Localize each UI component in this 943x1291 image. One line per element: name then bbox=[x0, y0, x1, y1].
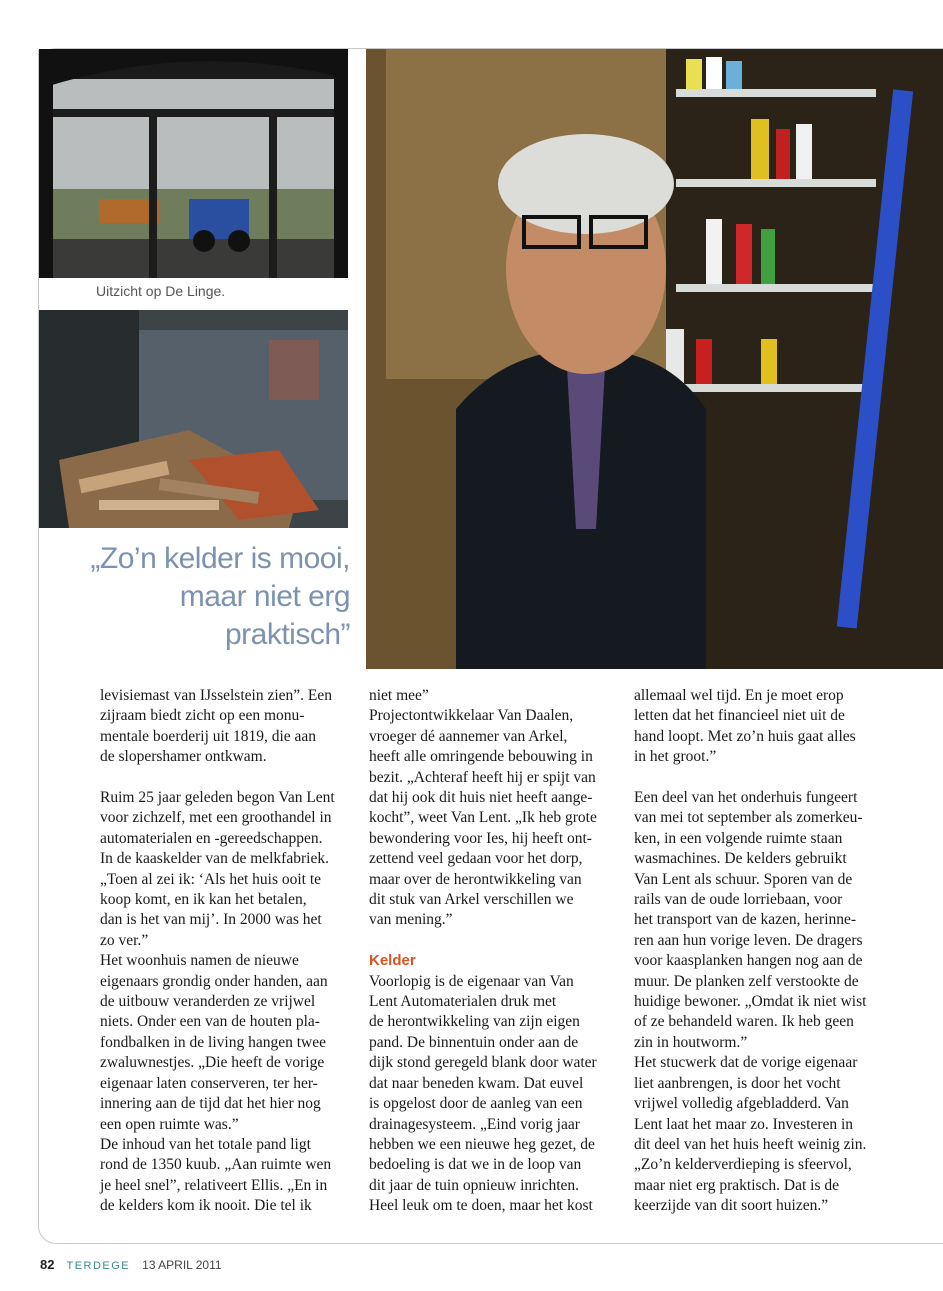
paragraph: De inhoud van het totale pand ligt rond de 1350 kuub. „Aan ruimte wen je heel snel”, relativeert Ellis. „En in de kelders kom ik nooit. Die tel ik bbox=[100, 1135, 332, 1215]
window-photo-caption: Uitzicht op De Linge. bbox=[96, 283, 226, 299]
paragraph: Projectontwikkelaar Van Daalen, vroeger dé aannemer van Arkel, heeft alle omringende bebouwing in bezit. „Achteraf heeft hij er spijt van dat hij ook dit huis niet heeft aange- kocht”, weet Van Lent. „Ik heb grote bewondering voor Ies, hij heeft ont- zettend veel gedaan voor het dorp, maar over de herontwikkeling van dit stuk van Arkel verschillen we van mening.” bbox=[369, 707, 597, 929]
paragraph-gap bbox=[100, 768, 350, 788]
paragraph: allemaal wel tijd. En je moet erop letten dat het financieel niet uit de hand loopt. Met zo’n huis gaat alles in het groot.” bbox=[634, 687, 856, 766]
text-column-2 bbox=[369, 686, 616, 1217]
page-frame-bottom bbox=[56, 1243, 943, 1244]
paragraph: niet mee” bbox=[369, 687, 429, 704]
basement-photo bbox=[39, 310, 348, 528]
window-view-photo bbox=[39, 49, 348, 278]
paragraph-gap bbox=[369, 931, 616, 951]
paragraph-gap bbox=[634, 768, 884, 788]
section-heading-kelder: Kelder bbox=[369, 952, 416, 970]
paragraph: levisiemast van IJsselstein zien”. Een zijraam biedt zicht op een monu- mentale boerderij uit 1819, die aan de slopershamer ontkwam. bbox=[100, 687, 333, 766]
magazine-name: TERDEGE bbox=[66, 1260, 131, 1272]
portrait-photo bbox=[366, 49, 943, 669]
text-column-3 bbox=[634, 686, 884, 1217]
text-column-1 bbox=[100, 686, 350, 1217]
paragraph: Het stucwerk dat de vorige eigenaar liet aanbrengen, is door het vocht vrijwel volledig afgebladderd. Van Lent laat het maar zo. Investeren in dit deel van het huis heeft weinig zin. „Zo’n kelderverdieping is sfeervol, maar niet erg praktisch. Dat is de keerzijde van dit soort huizen.” bbox=[634, 1054, 867, 1215]
paragraph: Het woonhuis namen de nieuwe eigenaars grondig onder handen, aan de uitbouw veranderden ze vrijwel niets. Onder een van de houten pla- fondbalken in de living hangen twee zwaluwnestjes. „Die heeft de vorige eigenaar laten conserveren, ter her- innering aan de tijd dat het hier nog een open ruimte was.” bbox=[100, 952, 328, 1133]
paragraph: Ruim 25 jaar geleden begon Van Lent voor zichzelf, met een groothandel in automaterialen en -gereedschappen. In de kaaskelder van de melkfabriek. „Toen al zei ik: ‘Als het huis ooit te koop komt, en ik kan het betalen, dan is het van mij’. In 2000 was het zo ver.” bbox=[100, 789, 335, 949]
page-footer bbox=[40, 1257, 222, 1272]
pull-quote: „Zo’n kelder is mooi, maar niet erg praktisch” bbox=[90, 542, 350, 651]
paragraph: Voorlopig is de eigenaar van Van Lent Automaterialen druk met de herontwikkeling van zijn eigen pand. De binnentuin onder aan de dijk stond geregeld blank door water dat naar beneden kwam. Dat euvel is opgelost door de aanleg van een drainagesysteem. „Eind vorig jaar hebben we een nieuwe heg gezet, de bedoeling is dat we in de loop van dit jaar de tuin opnieuw inrichten. Heel leuk om te doen, maar het kost bbox=[369, 972, 597, 1215]
page-number: 82 bbox=[40, 1257, 55, 1272]
issue-date: 13 APRIL 2011 bbox=[142, 1258, 222, 1272]
paragraph: Een deel van het onderhuis fungeert van mei tot september als zomerkeu- ken, in een volgende ruimte staan wasmachines. De kelders gebruikt Van Lent als schuur. Sporen van de rails van de oude lorriebaan, voor het transport van de kazen, herinne- ren aan hun vorige leven. De dragers voor kaasplanken hangen nog aan de muur. De planken zelf verstookte de huidige bewoner. „Omdat ik niet wist of ze behandeld waren. Ik heb geen zin in houtworm.” bbox=[634, 789, 867, 1051]
